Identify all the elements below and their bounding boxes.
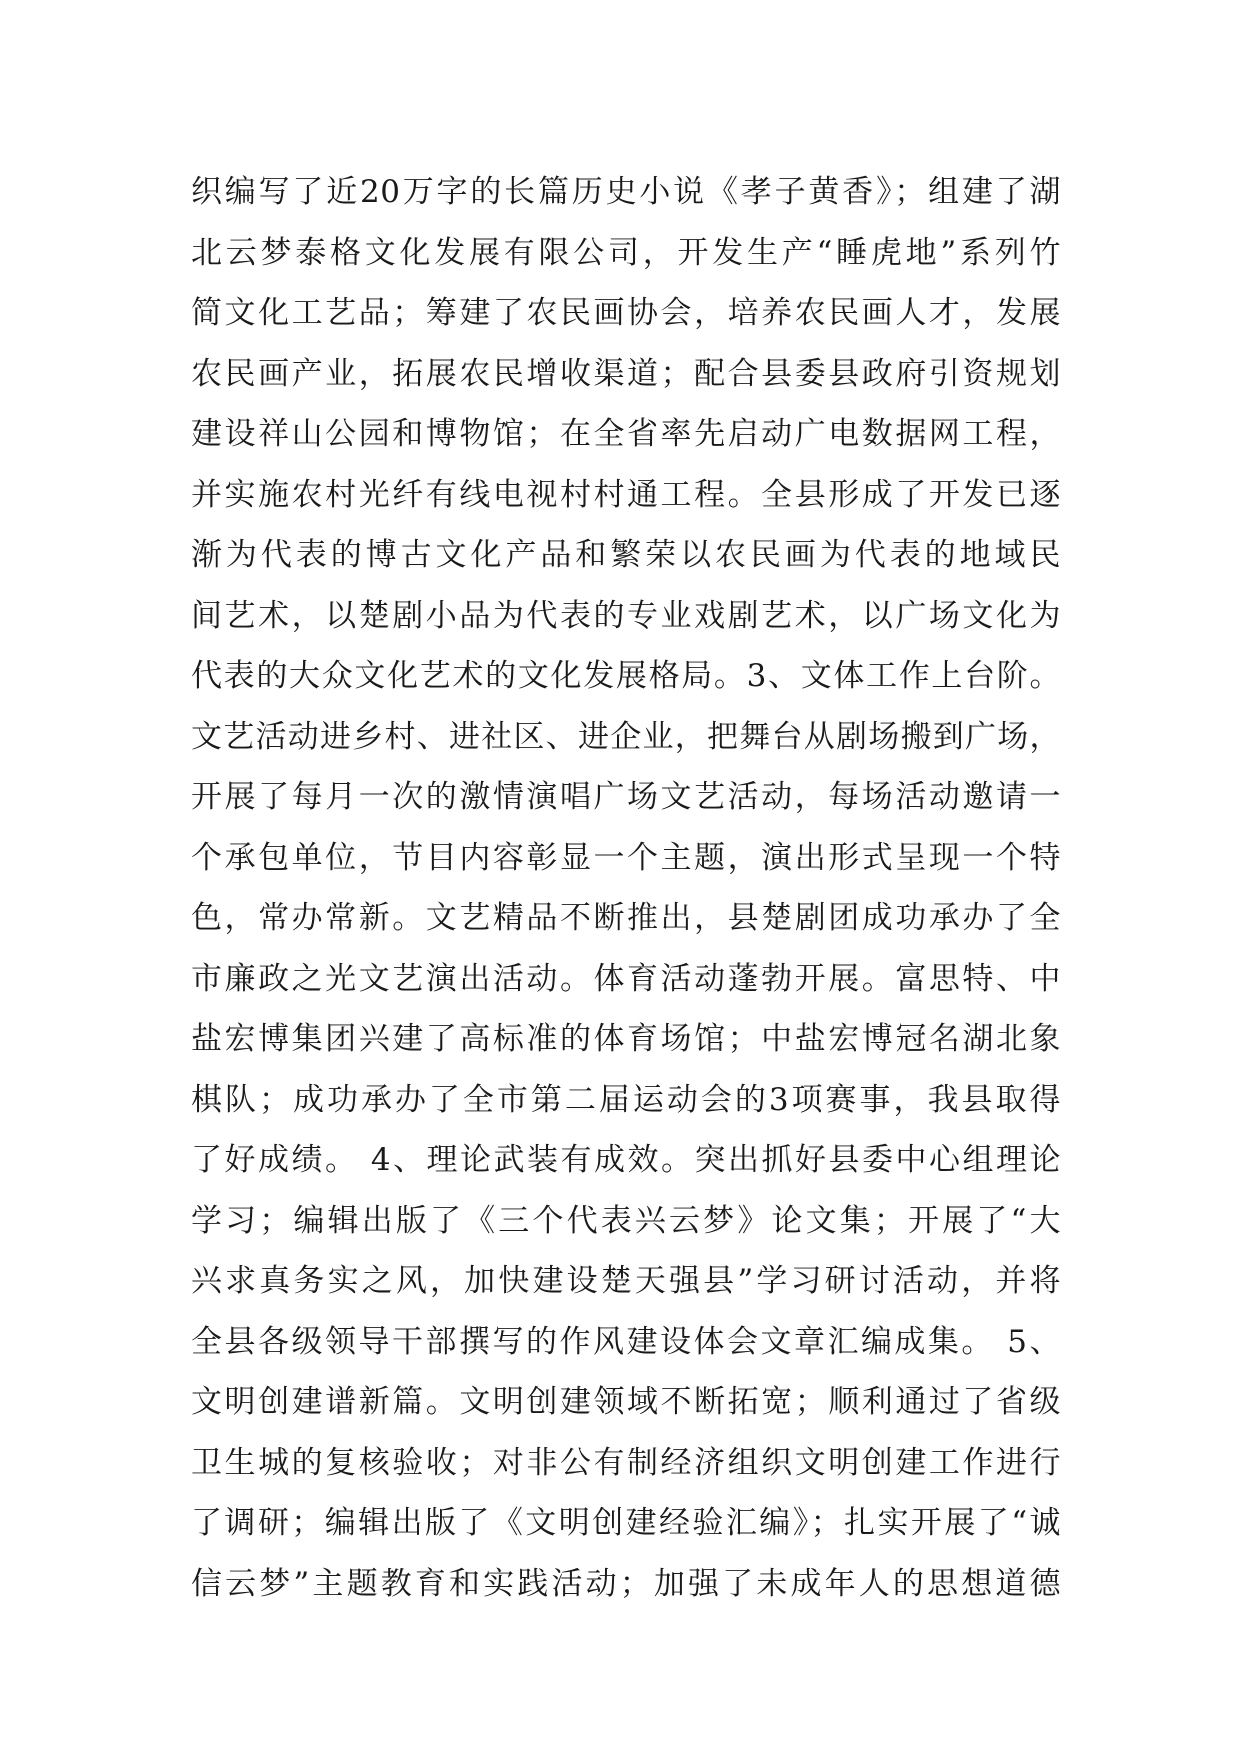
text-line: 开展了每月一次的激情演唱广场文艺活动，每场活动邀请一 — [191, 779, 1061, 815]
text-line: 建设祥山公园和博物馆；在全省率先启动广电数据网工程， — [191, 416, 1061, 452]
text-line: 个承包单位，节目内容彰显一个主题，演出形式呈现一个特 — [191, 839, 1061, 876]
text-line: 色，常办常新。文艺精品不断推出，县楚剧团成功承办了全 — [191, 900, 1061, 936]
text-line: 渐为代表的博古文化产品和繁荣以农民画为代表的地域民 — [191, 537, 1061, 573]
text-line: 信云梦”主题教育和实践活动；加强了未成年人的思想道德 — [191, 1565, 1061, 1602]
text-line: 市廉政之光文艺演出活动。体育活动蓬勃开展。富思特、中 — [191, 960, 1061, 997]
text-line: 并实施农村光纤有线电视村村通工程。全县形成了开发已逐 — [191, 476, 1061, 513]
body-paragraph — [191, 162, 1061, 1614]
text-line: 盐宏博集团兴建了高标准的体育场馆；中盐宏博冠名湖北象 — [191, 1021, 1061, 1057]
text-line: 卫生城的复核验收；对非公有制经济组织文明创建工作进行 — [191, 1444, 1061, 1481]
text-line: 了调研；编辑出版了《文明创建经验汇编》；扎实开展了“诚 — [191, 1505, 1061, 1541]
text-line: 代表的大众文化艺术的文化发展格局。3、文体工作上台阶。 — [191, 658, 1061, 694]
text-line: 学习；编辑出版了《三个代表兴云梦》论文集；开展了“大 — [191, 1202, 1061, 1239]
text-line: 棋队；成功承办了全市第二届运动会的3项赛事，我县取得 — [191, 1081, 1061, 1118]
text-line: 文明创建谱新篇。文明创建领域不断拓宽；顺利通过了省级 — [191, 1384, 1061, 1420]
text-line: 简文化工艺品；筹建了农民画协会，培养农民画人才，发展 — [191, 295, 1061, 331]
text-line: 文艺活动进乡村、进社区、进企业，把舞台从剧场搬到广场， — [191, 718, 1061, 755]
text-line: 全县各级领导干部撰写的作风建设体会文章汇编成集。 5、 — [191, 1323, 1061, 1360]
text-line: 北云梦泰格文化发展有限公司，开发生产“睡虎地”系列竹 — [191, 234, 1061, 271]
text-line: 间艺术，以楚剧小品为代表的专业戏剧艺术，以广场文化为 — [191, 597, 1061, 634]
text-line: 了好成绩。 4、理论武装有成效。突出抓好县委中心组理论 — [191, 1142, 1061, 1178]
text-line: 织编写了近20万字的长篇历史小说《孝子黄香》；组建了湖 — [191, 174, 1061, 210]
text-line: 农民画产业，拓展农民增收渠道；配合县委县政府引资规划 — [191, 355, 1061, 392]
text-line: 兴求真务实之风，加快建设楚天强县”学习研讨活动，并将 — [191, 1263, 1061, 1299]
